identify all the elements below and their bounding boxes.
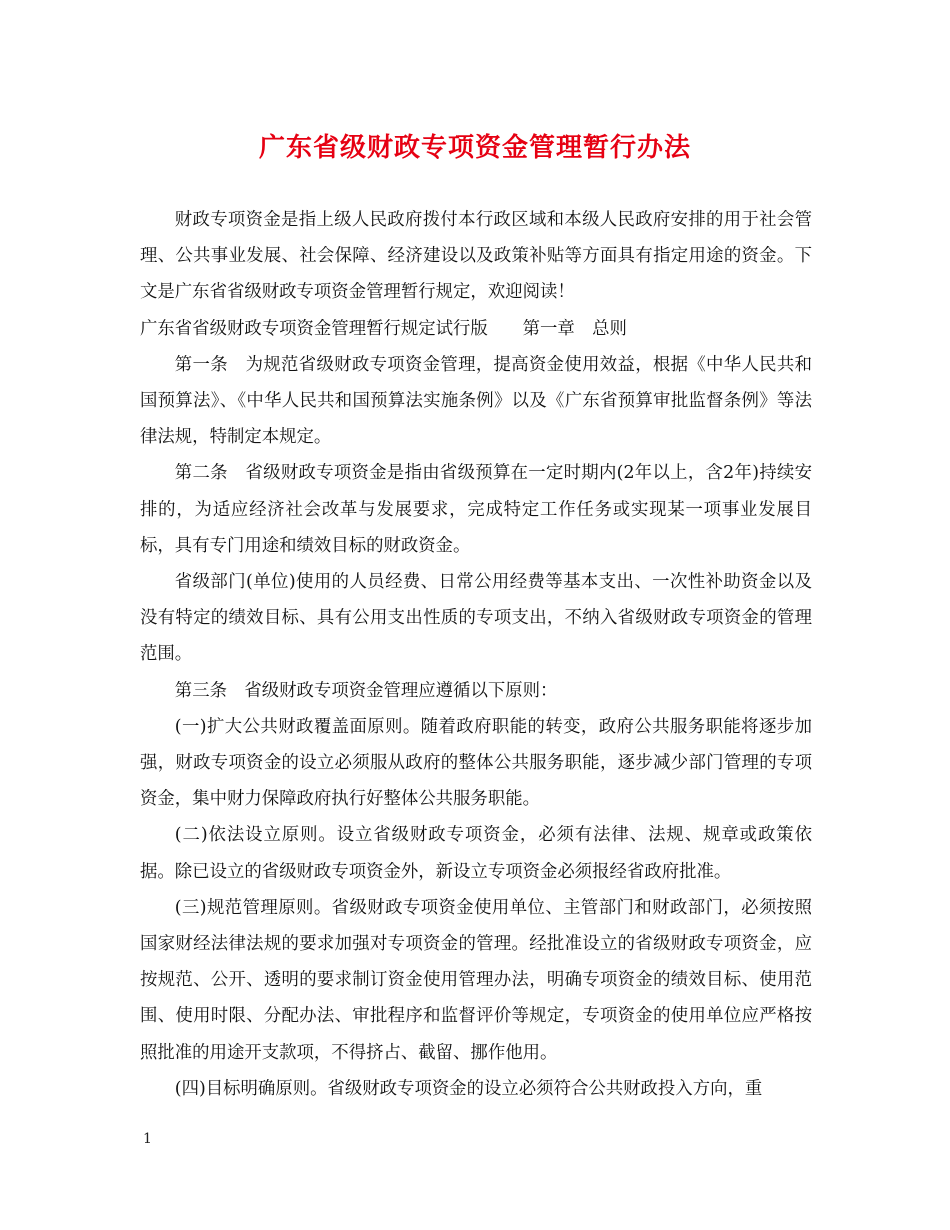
paragraph-article-1: 第一条 为规范省级财政专项资金管理，提高资金使用效益，根据《中华人民共和国预算法》、《中华人民共和国预算法实施条例》以及《广东省预算审批监督条例》等法律法规，特制定本规定。 <box>140 354 812 448</box>
paragraph-principle-4: (四)目标明确原则。省级财政专项资金的设立必须符合公共财政投入方向，重 <box>174 1078 763 1099</box>
chapter-heading: 广东省省级财政专项资金管理暂行规定试行版 第一章 总则 <box>140 318 627 339</box>
paragraph-scope-exclusion: 省级部门(单位)使用的人员经费、日常公用经费等基本支出、一次性补助资金以及没有特定的绩效目标、具有公用支出性质的专项支出，不纳入省级财政专项资金的管理范围。 <box>140 572 812 665</box>
paragraph-article-2: 第二条 省级财政专项资金是指由省级预算在一定时期内(2年以上，含2年)持续安排的，为适应经济社会改革与发展要求，完成特定工作任务或实现某一项事业发展目标，具有专门用途和绩效目标的财政资金。 <box>140 463 812 556</box>
page-number: 1 <box>143 1131 152 1147</box>
paragraph-article-3: 第三条 省级财政专项资金管理应遵循以下原则： <box>174 680 558 701</box>
paragraph-principle-3: (三)规范管理原则。省级财政专项资金使用单位、主管部门和财政部门，必须按照国家财经法律法规的要求加强对专项资金的管理。经批准设立的省级财政专项资金，应按规范、公开、透明的要求制订资金使用管理办法，明确专项资金的绩效目标、使用范围、使用时限、分配办法、审批程序和监督评价等规定，专项资金的使用单位应严格按照批准的用途开支款项，不得挤占、截留、挪作他用。 <box>140 897 812 1063</box>
paragraph-intro: 财政专项资金是指上级人民政府拨付本行政区域和本级人民政府安排的用于社会管理、公共事业发展、社会保障、经济建设以及政策补贴等方面具有指定用途的资金。下文是广东省省级财政专项资金管理暂行规定，欢迎阅读！ <box>140 210 812 303</box>
document-title: 广东省级财政专项资金管理暂行办法 <box>258 133 691 163</box>
paragraph-principle-1: (一)扩大公共财政覆盖面原则。随着政府职能的转变，政府公共服务职能将逐步加强，财政专项资金的设立必须服从政府的整体公共服务职能，逐步减少部门管理的专项资金，集中财力保障政府执行好整体公共服务职能。 <box>140 716 812 810</box>
paragraph-principle-2: (二)依法设立原则。设立省级财政专项资金，必须有法律、法规、规章或政策依据。除已设立的省级财政专项资金外，新设立专项资金必须报经省政府批准。 <box>140 825 812 882</box>
document-body <box>140 202 812 1107</box>
